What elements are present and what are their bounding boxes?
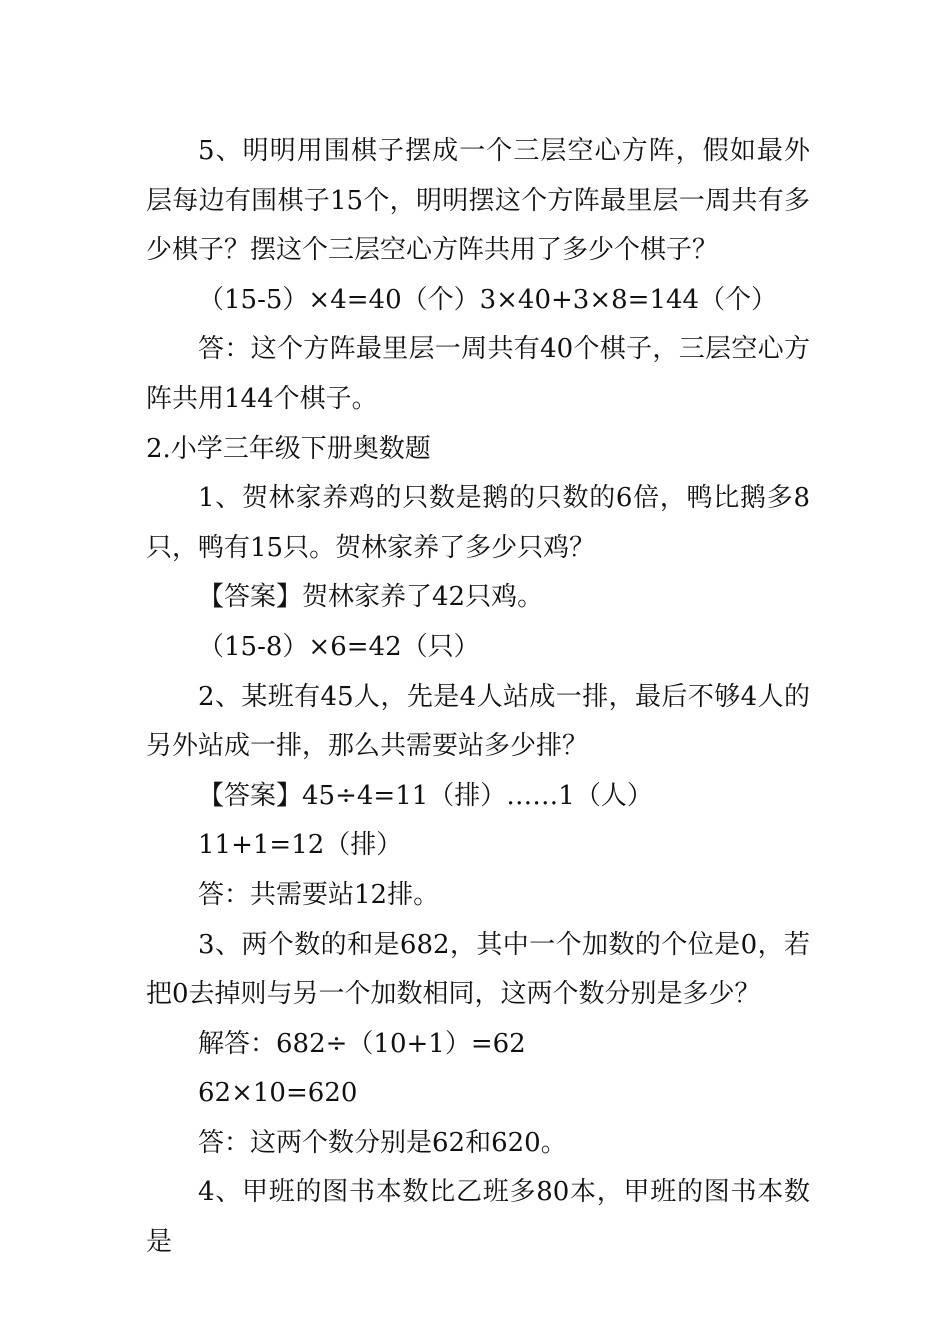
problem-4-question: 4、甲班的图书本数比乙班多80本，甲班的图书本数是 bbox=[146, 1177, 810, 1258]
problem-2-solution-step: 11+1=12（排） bbox=[198, 830, 403, 861]
problem-3-question: 3、两个数的和是682，其中一个加数的个位是0，若把0去掉则与另一个加数相同，这两个数分别是多少？ bbox=[146, 929, 810, 1010]
document-body bbox=[146, 127, 810, 1268]
section-heading: 2.小学三年级下册奥数题 bbox=[146, 433, 431, 464]
problem-3-conclusion: 答：这两个数分别是62和620。 bbox=[198, 1127, 567, 1158]
problem-3-solution: 解答：682÷（10+1）=62 bbox=[198, 1028, 526, 1059]
problem-2-question: 2、某班有45人，先是4人站成一排，最后不够4人的另外站成一排，那么共需要站多少排？ bbox=[146, 681, 810, 762]
problem-3-solution-step: 62×10=620 bbox=[198, 1078, 358, 1109]
problem-5-solution: （15-5）×4=40（个）3×40+3×8=144（个） bbox=[198, 284, 778, 315]
problem-2-answer: 【答案】45÷4=11（排）……1（人） bbox=[198, 780, 653, 811]
problem-1-answer: 【答案】贺林家养了42只鸡。 bbox=[198, 582, 544, 613]
problem-1-solution: （15-8）×6=42（只） bbox=[198, 631, 480, 662]
problem-1-question: 1、贺林家养鸡的只数是鹅的只数的6倍，鸭比鹅多8只，鸭有15只。贺林家养了多少只鸡？ bbox=[146, 483, 810, 563]
problem-5-question: 5、明明用围棋子摆成一个三层空心方阵，假如最外层每边有围棋子15个，明明摆这个方阵最里层一周共有多少棋子？摆这个三层空心方阵共用了多少个棋子？ bbox=[146, 136, 810, 266]
problem-2-conclusion: 答：共需要站12排。 bbox=[198, 879, 440, 910]
problem-5-answer: 答：这个方阵最里层一周共有40个棋子，三层空心方阵共用144个棋子。 bbox=[146, 334, 810, 414]
